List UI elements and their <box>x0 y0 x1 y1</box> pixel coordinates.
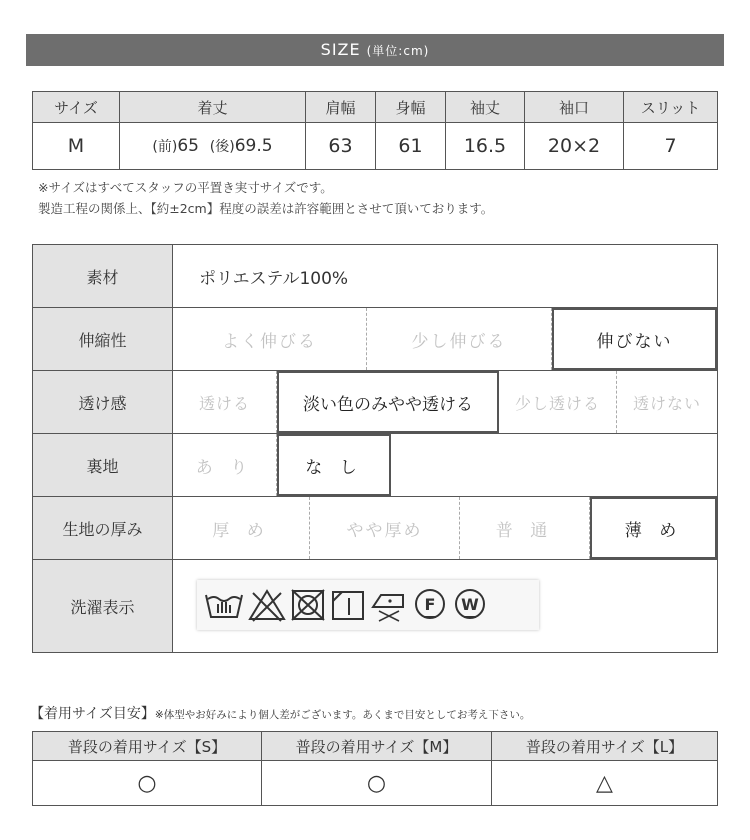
thickness-option: 厚 め <box>173 497 310 559</box>
lining-row <box>33 433 717 496</box>
header-cuff: 袖口 <box>525 92 624 123</box>
length-front: 65 <box>177 136 199 156</box>
size-table <box>32 91 718 170</box>
fit-guide-note: ※体型やお好みにより個人差がございます。あくまで目安としてお考え下さい。 <box>154 709 531 721</box>
fit-guide-header-row <box>33 732 718 761</box>
stretch-option-selected: 伸びない <box>552 308 717 370</box>
sheer-option: 透ける <box>173 371 277 433</box>
header-size: サイズ <box>33 92 120 123</box>
care-row <box>33 559 717 652</box>
fit-mark: ○ <box>33 761 262 806</box>
cell-size: M <box>33 123 120 170</box>
stretch-row <box>33 307 717 370</box>
stretch-option: よく伸びる <box>173 308 367 370</box>
fit-mark: △ <box>492 761 718 806</box>
size-header-bar <box>26 34 724 66</box>
header-length: 着丈 <box>120 92 306 123</box>
low-iron-icon <box>369 587 409 623</box>
fit-guide-table <box>32 731 718 806</box>
thickness-label: 生地の厚み <box>33 497 173 559</box>
length-front-label: (前) <box>152 139 178 155</box>
header-sleeve-length: 袖丈 <box>446 92 525 123</box>
size-title: SIZE <box>320 40 361 59</box>
size-table-row <box>33 123 718 170</box>
length-back: 69.5 <box>234 136 273 156</box>
sheer-option: 少し透ける <box>499 371 617 433</box>
sheer-option-selected: 淡い色のみやや透ける <box>277 371 499 433</box>
hand-wash-icon <box>203 587 245 623</box>
cell-cuff: 20×2 <box>525 123 624 170</box>
fit-guide-heading: 【着用サイズ目安】 <box>30 706 155 722</box>
size-unit: (単位:cm) <box>366 44 430 58</box>
thickness-option: やや厚め <box>310 497 460 559</box>
thickness-option-selected: 薄 め <box>590 497 717 559</box>
stretch-label: 伸縮性 <box>33 308 173 370</box>
care-letter: W <box>461 595 479 614</box>
stretch-option: 少し伸びる <box>367 308 552 370</box>
size-table-header-row <box>33 92 718 123</box>
header-slit: スリット <box>624 92 718 123</box>
cell-body-width: 61 <box>376 123 446 170</box>
lining-option-selected: な し <box>277 434 391 496</box>
cell-sleeve-length: 16.5 <box>446 123 525 170</box>
header-body-width: 身幅 <box>376 92 446 123</box>
sheer-option: 透けない <box>632 393 701 413</box>
thickness-row <box>33 496 717 559</box>
length-back-label: (後) <box>209 139 235 155</box>
care-letter: F <box>424 595 436 614</box>
material-label: 素材 <box>33 245 173 307</box>
care-label-strip <box>197 580 539 630</box>
lining-empty <box>391 434 717 496</box>
lining-option: あ り <box>173 434 277 496</box>
fit-header: 普段の着用サイズ【M】 <box>262 732 492 761</box>
no-bleach-icon <box>247 587 287 623</box>
material-table <box>32 244 718 653</box>
fit-header: 普段の着用サイズ【S】 <box>33 732 262 761</box>
thickness-option: 普 通 <box>460 497 590 559</box>
sheer-row <box>33 370 717 433</box>
cell-shoulder: 63 <box>306 123 376 170</box>
cell-length <box>120 123 306 170</box>
wet-clean-w-icon <box>451 587 489 623</box>
fit-header: 普段の着用サイズ【L】 <box>492 732 718 761</box>
dry-clean-f-icon <box>411 587 449 623</box>
material-row <box>33 245 717 307</box>
fit-guide-row <box>33 761 718 806</box>
note-line: ※サイズはすべてスタッフの平置き実寸サイズです。 <box>38 180 333 195</box>
fit-guide-title <box>30 703 530 723</box>
care-label: 洗濯表示 <box>33 560 173 652</box>
lining-label: 裏地 <box>33 434 173 496</box>
size-notes <box>38 177 493 219</box>
header-shoulder: 肩幅 <box>306 92 376 123</box>
note-line: 製造工程の関係上、【約±2cm】程度の誤差は許容範囲とさせて頂いております。 <box>38 201 494 216</box>
no-tumble-dry-icon <box>289 587 327 623</box>
material-value: ポリエステル100% <box>199 268 349 289</box>
sheer-label: 透け感 <box>33 371 173 433</box>
line-dry-shade-icon <box>329 587 367 623</box>
fit-mark: ○ <box>262 761 492 806</box>
cell-slit: 7 <box>624 123 718 170</box>
